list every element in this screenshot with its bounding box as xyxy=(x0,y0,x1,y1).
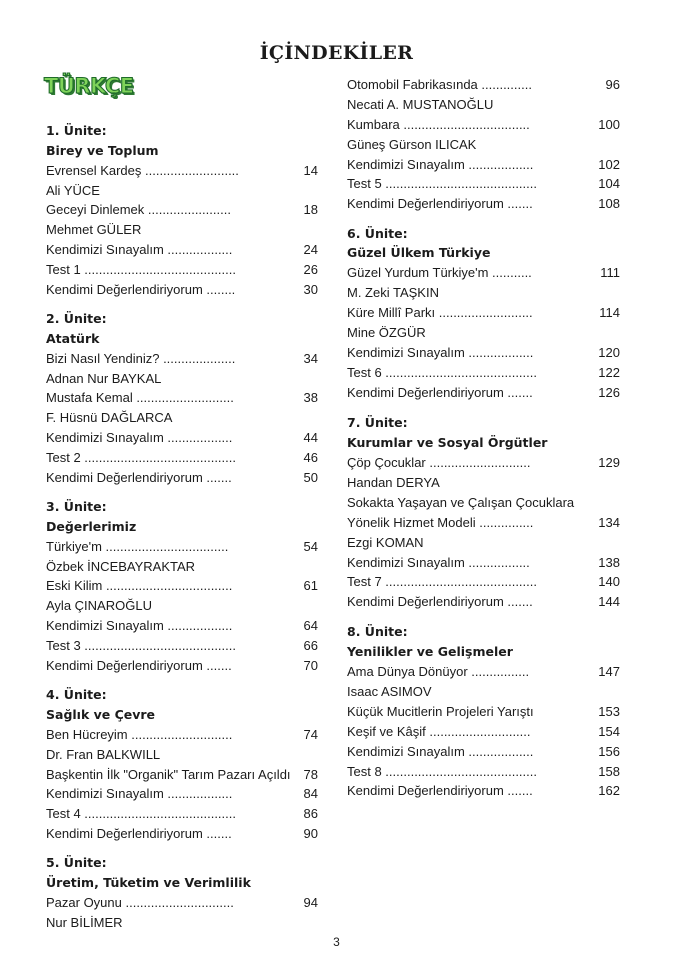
author-name: Nur BİLİMER xyxy=(46,915,123,930)
theme-heading: Sağlık ve Çevre xyxy=(46,707,156,722)
toc-entry-title: Kendimizi Sınayalım .................. xyxy=(46,430,233,445)
toc-entry-page: 26 xyxy=(303,262,318,277)
toc-entry-title: Kendimi Değerlendiriyorum ....... xyxy=(347,196,533,211)
toc-entry-title: Test 2 .......................................... xyxy=(46,450,236,465)
toc-entry-title: Test 4 .......................................... xyxy=(46,806,236,821)
toc-entry[interactable] xyxy=(46,656,318,676)
toc-entry-title: Geceyi Dinlemek ....................... xyxy=(46,202,231,217)
theme-heading: Üretim, Tüketim ve Verimlilik xyxy=(46,875,251,890)
toc-entry[interactable] xyxy=(46,784,318,804)
toc-entry-page: 34 xyxy=(303,351,318,366)
toc-entry-title: Küre Millî Parkı .......................... xyxy=(347,305,533,320)
toc-entry-page: 129 xyxy=(598,455,620,470)
author-name: Güneş Gürson ILICAK xyxy=(347,137,477,152)
toc-entry-title: Test 8 .......................................... xyxy=(347,764,537,779)
toc-entry[interactable] xyxy=(46,428,318,448)
toc-entry[interactable] xyxy=(46,349,318,369)
toc-entry[interactable] xyxy=(46,893,318,913)
toc-entry-title: Çöp Çocuklar ............................ xyxy=(347,455,531,470)
unit-heading: 6. Ünite: xyxy=(347,226,408,241)
toc-entry-title: Ama Dünya Dönüyor ................ xyxy=(347,664,530,679)
toc-entry[interactable] xyxy=(347,553,620,573)
toc-entry-page: 102 xyxy=(598,157,620,172)
author-name: Dr. Fran BALKWILL xyxy=(46,747,161,762)
author-name: Isaac ASIMOV xyxy=(347,684,432,699)
toc-entry-title: Kendimizi Sınayalım .................. xyxy=(347,744,534,759)
toc-entry[interactable] xyxy=(46,636,318,656)
page-title: İÇİNDEKİLER xyxy=(259,42,414,64)
author-name: Ayla ÇINAROĞLU xyxy=(46,598,152,613)
toc-entry-title: Bizi Nasıl Yendiniz? .................... xyxy=(46,351,236,366)
toc-entry[interactable] xyxy=(46,280,318,300)
toc-entry-page: 50 xyxy=(303,470,318,485)
toc-entry-title: Mustafa Kemal ........................... xyxy=(46,390,234,405)
toc-entry-page: 61 xyxy=(303,578,318,593)
toc-entry[interactable] xyxy=(46,240,318,260)
toc-entry[interactable] xyxy=(347,303,620,323)
toc-entry-page: 14 xyxy=(303,163,318,178)
toc-entry-page: 100 xyxy=(598,117,620,132)
toc-entry[interactable] xyxy=(46,260,318,280)
toc-entry-page: 122 xyxy=(598,365,620,380)
toc-entry[interactable] xyxy=(347,592,620,612)
toc-entry-title: Kumbara ................................... xyxy=(347,117,530,132)
toc-entry[interactable] xyxy=(46,576,318,596)
toc-entry-page: 78 xyxy=(303,767,318,782)
toc-entry-title: Kendimi Değerlendiriyorum ....... xyxy=(46,470,232,485)
turkce-logo: TÜRKÇE xyxy=(44,74,134,98)
toc-entry-page: 54 xyxy=(303,539,318,554)
toc-entry-title: Test 6 .......................................... xyxy=(347,365,537,380)
toc-entry[interactable] xyxy=(46,824,318,844)
toc-entry-title: Türkiye'm .................................. xyxy=(46,539,229,554)
unit-heading: 3. Ünite: xyxy=(46,499,107,514)
toc-entry[interactable] xyxy=(347,722,620,742)
toc-entry-page: 86 xyxy=(303,806,318,821)
toc-entry[interactable] xyxy=(347,742,620,762)
theme-heading: Atatürk xyxy=(46,331,100,346)
toc-entry-page: 154 xyxy=(598,724,620,739)
toc-entry[interactable] xyxy=(347,513,620,533)
author-name: Sokakta Yaşayan ve Çalışan Çocuklara xyxy=(347,495,575,510)
toc-entry-title: Kendimi Değerlendiriyorum ....... xyxy=(347,385,533,400)
toc-entry-title: Test 3 .......................................... xyxy=(46,638,236,653)
toc-entry[interactable] xyxy=(347,75,620,95)
toc-entry[interactable] xyxy=(347,363,620,383)
toc-entry[interactable] xyxy=(46,388,318,408)
toc-entry[interactable] xyxy=(347,662,620,682)
page-number: 3 xyxy=(333,935,340,949)
toc-entry[interactable] xyxy=(46,537,318,557)
unit-heading: 1. Ünite: xyxy=(46,123,107,138)
toc-entry-page: 64 xyxy=(303,618,318,633)
author-name: Necati A. MUSTANOĞLU xyxy=(347,97,494,112)
toc-entry[interactable] xyxy=(347,383,620,403)
toc-entry-title: Ben Hücreyim ............................ xyxy=(46,727,233,742)
toc-entry-page: 162 xyxy=(598,783,620,798)
toc-entry-page: 147 xyxy=(598,664,620,679)
toc-entry-page: 70 xyxy=(303,658,318,673)
toc-entry-page: 44 xyxy=(303,430,318,445)
author-name: M. Zeki TAŞKIN xyxy=(347,285,439,300)
toc-entry-title: Keşif ve Kâşif ............................ xyxy=(347,724,531,739)
toc-entry-page: 140 xyxy=(598,574,620,589)
toc-entry[interactable] xyxy=(347,194,620,214)
theme-heading: Birey ve Toplum xyxy=(46,143,159,158)
toc-entry-page: 66 xyxy=(303,638,318,653)
toc-entry[interactable] xyxy=(347,155,620,175)
toc-entry-page: 46 xyxy=(303,450,318,465)
toc-entry-page: 90 xyxy=(303,826,318,841)
toc-entry-page: 126 xyxy=(598,385,620,400)
toc-entry-page: 138 xyxy=(598,555,620,570)
unit-heading: 7. Ünite: xyxy=(347,415,408,430)
toc-entry-title: Test 1 .......................................... xyxy=(46,262,236,277)
toc-entry-title: Kendimi Değerlendiriyorum ....... xyxy=(347,783,533,798)
toc-entry-title: Kendimizi Sınayalım .................. xyxy=(46,618,233,633)
author-name: Handan DERYA xyxy=(347,475,440,490)
toc-entry-page: 38 xyxy=(303,390,318,405)
toc-entry[interactable] xyxy=(46,161,318,181)
theme-heading: Kurumlar ve Sosyal Örgütler xyxy=(347,435,548,450)
toc-entry[interactable] xyxy=(46,200,318,220)
toc-entry-title: Kendimizi Sınayalım .................. xyxy=(347,157,534,172)
toc-entry-page: 30 xyxy=(303,282,318,297)
toc-entry-page: 104 xyxy=(598,176,620,191)
author-name: Adnan Nur BAYKAL xyxy=(46,371,162,386)
toc-entry-title: Kendimizi Sınayalım .................. xyxy=(46,786,233,801)
toc-entry[interactable] xyxy=(46,448,318,468)
toc-entry[interactable] xyxy=(347,702,620,722)
toc-entry-title: Kendimi Değerlendiriyorum ....... xyxy=(46,658,232,673)
toc-entry[interactable] xyxy=(46,765,318,785)
toc-entry[interactable] xyxy=(347,453,620,473)
toc-entry-title: Kendimi Değerlendiriyorum ........ xyxy=(46,282,236,297)
unit-heading: 2. Ünite: xyxy=(46,311,107,326)
toc-entry-page: 156 xyxy=(598,744,620,759)
toc-entry-page: 96 xyxy=(605,77,620,92)
toc-entry[interactable] xyxy=(46,616,318,636)
toc-entry-page: 74 xyxy=(303,727,318,742)
toc-entry-page: 153 xyxy=(598,704,620,719)
toc-entry-title: Test 7 .......................................... xyxy=(347,574,537,589)
toc-entry[interactable] xyxy=(347,762,620,782)
toc-entry-page: 84 xyxy=(303,786,318,801)
theme-heading: Değerlerimiz xyxy=(46,519,137,534)
toc-entry-page: 24 xyxy=(303,242,318,257)
toc-entry-title: Otomobil Fabrikasında .............. xyxy=(347,77,532,92)
toc-entry-title: Yönelik Hizmet Modeli ............... xyxy=(347,515,534,530)
toc-entry-page: 111 xyxy=(600,265,620,280)
toc-entry-page: 144 xyxy=(598,594,620,609)
author-name: Mine ÖZGÜR xyxy=(347,325,426,340)
toc-entry-title: Pazar Oyunu .............................. xyxy=(46,895,234,910)
author-name: Ali YÜCE xyxy=(46,183,100,198)
toc-entry-title: Test 5 .......................................... xyxy=(347,176,537,191)
toc-entry[interactable] xyxy=(46,468,318,488)
theme-heading: Güzel Ülkem Türkiye xyxy=(347,245,491,260)
toc-entry-title: Başkentin İlk "Organik" Tarım Pazarı Açıldı xyxy=(46,767,291,782)
toc-entry-title: Güzel Yurdum Türkiye'm ........... xyxy=(347,265,532,280)
toc-entry-title: Kendimi Değerlendiriyorum ....... xyxy=(46,826,232,841)
toc-entry-title: Eski Kilim ................................... xyxy=(46,578,233,593)
toc-entry[interactable] xyxy=(347,174,620,194)
toc-entry-title: Kendimizi Sınayalım .................. xyxy=(347,345,534,360)
toc-entry[interactable] xyxy=(347,115,620,135)
toc-entry[interactable] xyxy=(347,343,620,363)
toc-entry[interactable] xyxy=(46,804,318,824)
toc-entry[interactable] xyxy=(46,725,318,745)
toc-entry-title: Kendimizi Sınayalım .................. xyxy=(46,242,233,257)
unit-heading: 8. Ünite: xyxy=(347,624,408,639)
author-name: Mehmet GÜLER xyxy=(46,222,142,237)
toc-entry-title: Küçük Mucitlerin Projeleri Yarıştı xyxy=(347,704,534,719)
toc-entry-title: Evrensel Kardeş .......................... xyxy=(46,163,239,178)
toc-entry-page: 18 xyxy=(303,202,318,217)
theme-heading: Yenilikler ve Gelişmeler xyxy=(347,644,513,659)
toc-entry-page: 114 xyxy=(599,305,620,320)
unit-heading: 5. Ünite: xyxy=(46,855,107,870)
toc-entry[interactable] xyxy=(347,263,620,283)
author-name: Özbek İNCEBAYRAKTAR xyxy=(46,559,196,574)
toc-entry-title: Kendimizi Sınayalım ................. xyxy=(347,555,530,570)
toc-entry[interactable] xyxy=(347,572,620,592)
author-name: F. Hüsnü DAĞLARCA xyxy=(46,410,173,425)
toc-entry-page: 134 xyxy=(598,515,620,530)
unit-heading: 4. Ünite: xyxy=(46,687,107,702)
toc-entry-page: 158 xyxy=(598,764,620,779)
author-name: Ezgi KOMAN xyxy=(347,535,424,550)
toc-entry[interactable] xyxy=(347,781,620,801)
toc-entry-page: 94 xyxy=(303,895,318,910)
toc-entry-page: 120 xyxy=(598,345,620,360)
toc-entry-page: 108 xyxy=(598,196,620,211)
toc-entry-title: Kendimi Değerlendiriyorum ....... xyxy=(347,594,533,609)
